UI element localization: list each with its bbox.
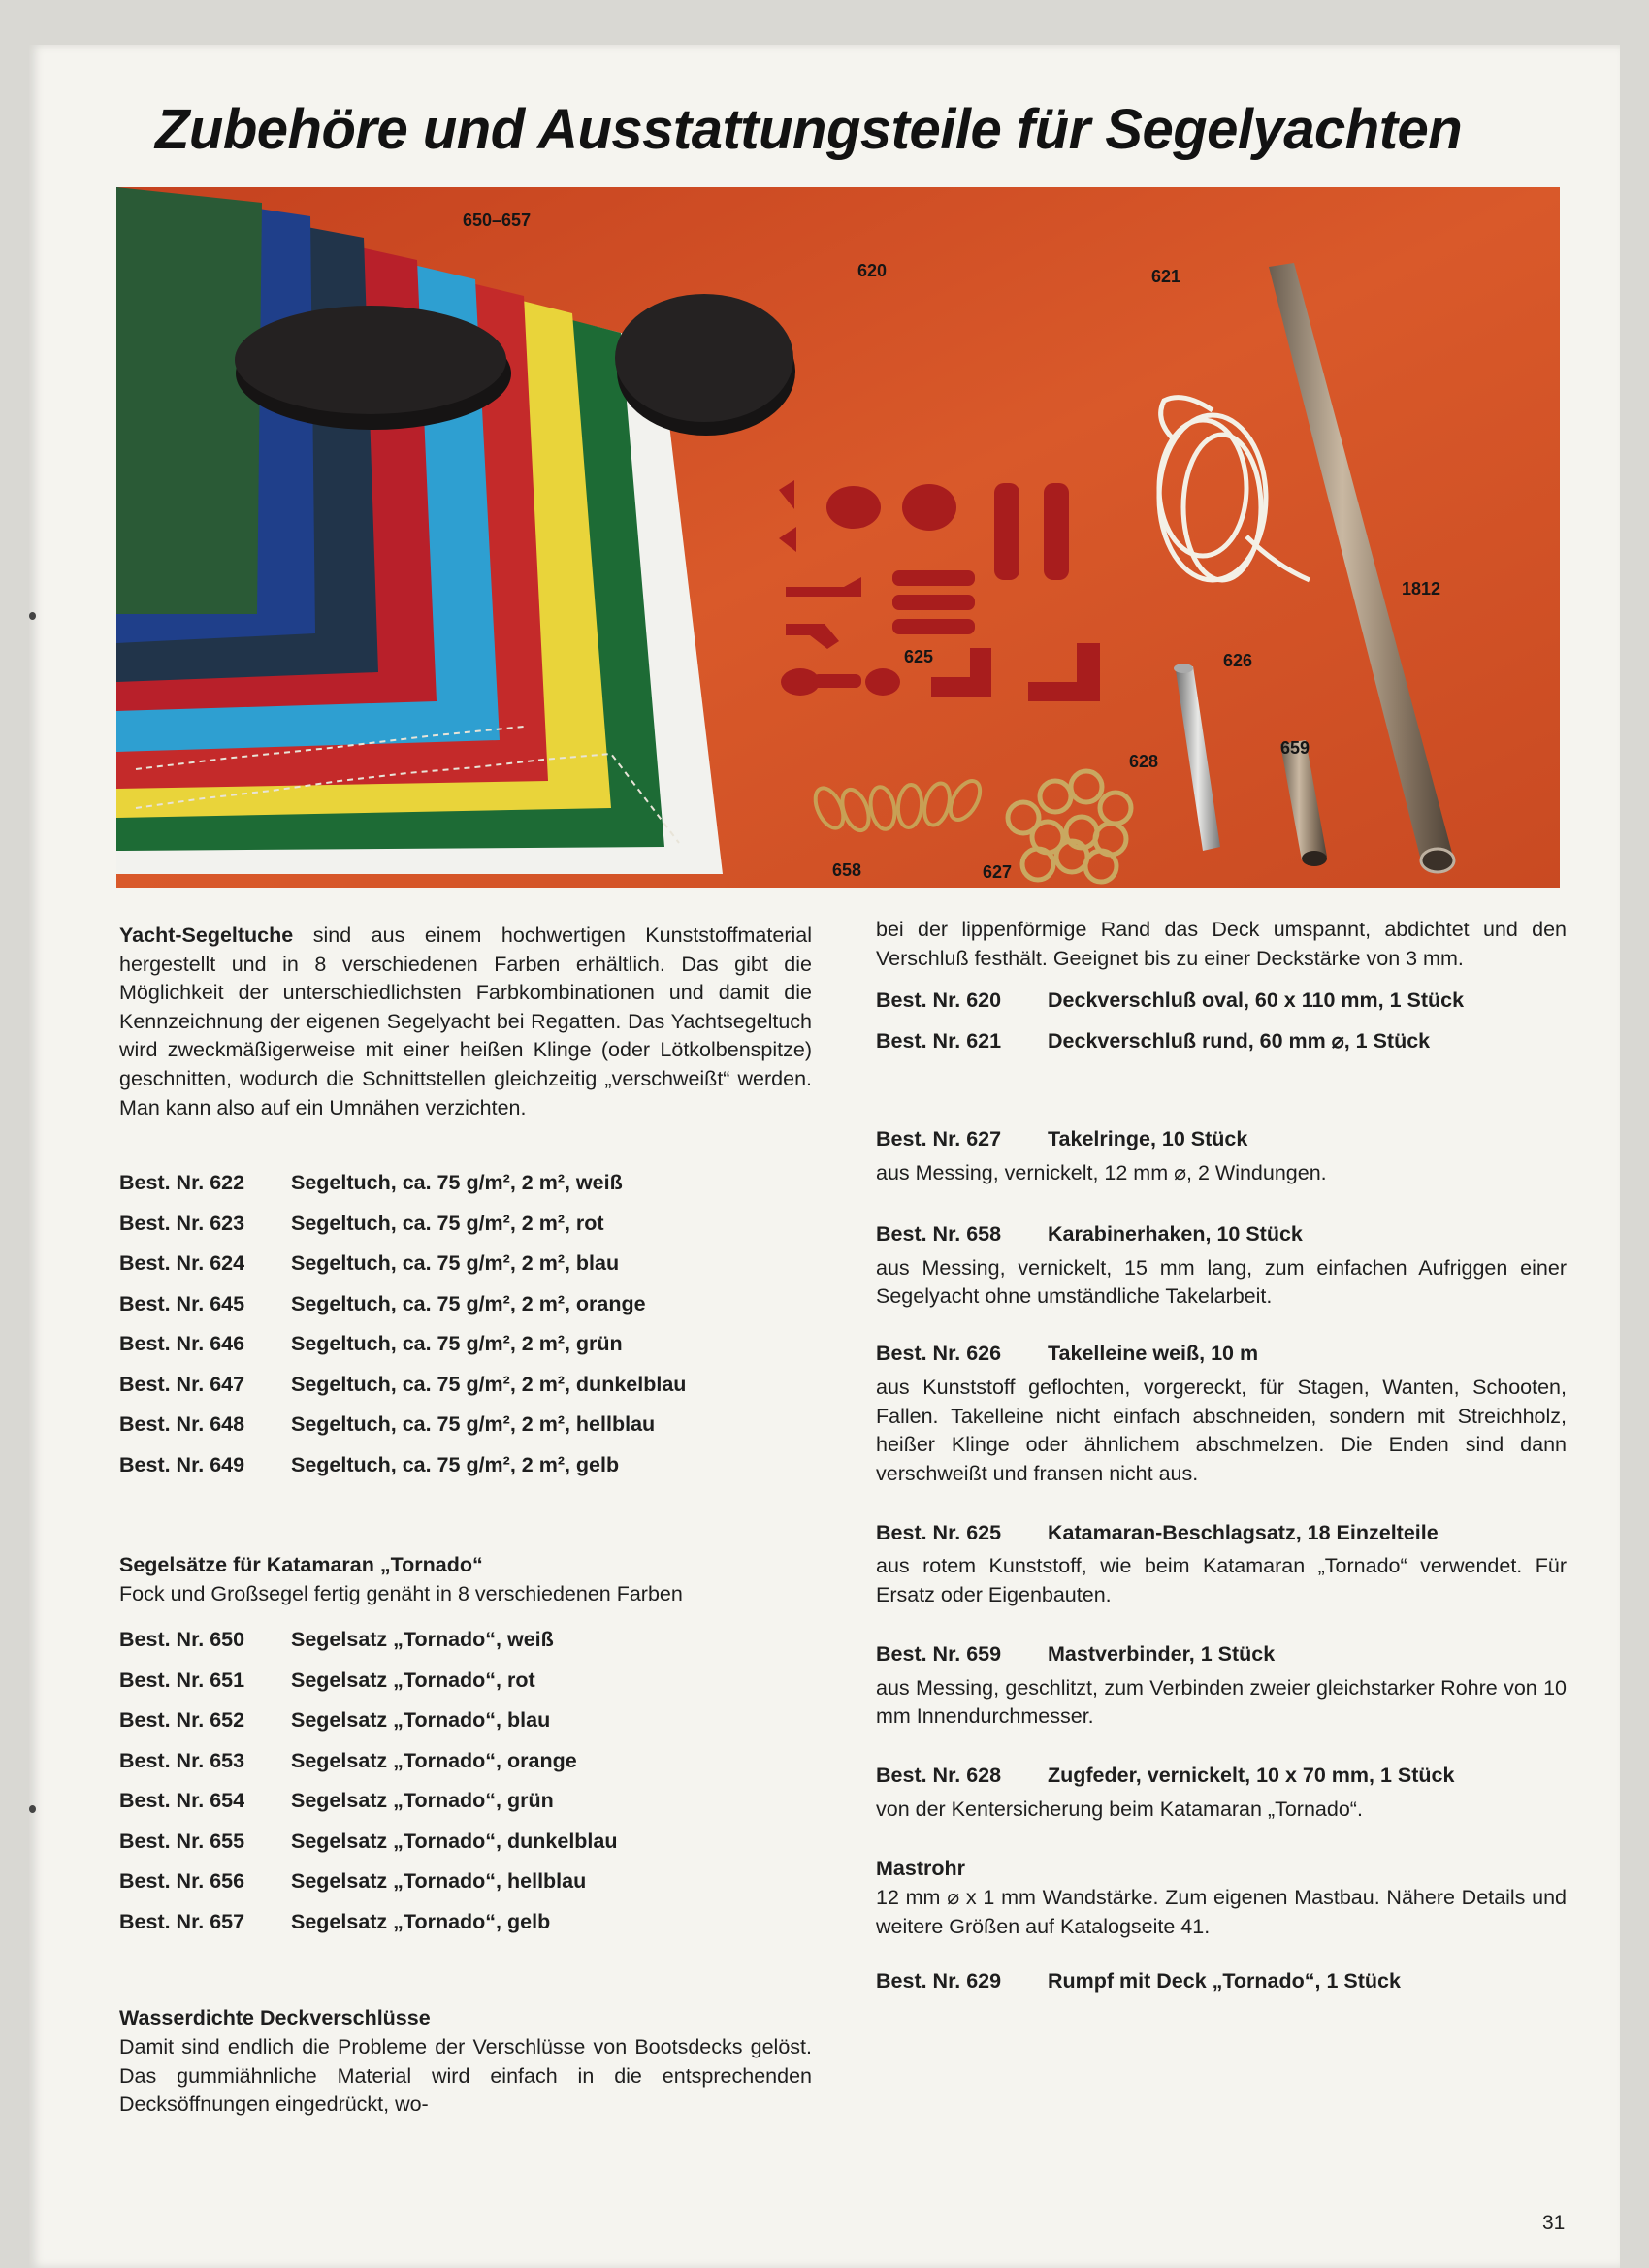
photo-label-1812: 1812 (1402, 579, 1441, 599)
item-658: Best. Nr. 658 Karabinerhaken, 10 Stück (876, 1221, 1303, 1246)
photo-label-620: 620 (857, 261, 888, 280)
sail-sets-heading: Segelsätze für Katamaran „Tornado“ (119, 1553, 483, 1577)
list-item: Best. Nr. 646 Segeltuch, ca. 75 g/m², 2 m², grün (119, 1332, 623, 1356)
item-621: Best. Nr. 621 Deckverschluß rund, 60 mm ⌀, 1 Stück (876, 1029, 1431, 1053)
sail-sets-list (119, 1620, 812, 1942)
item-659-desc: aus Messing, geschlitzt, zum Verbinden zweier gleichstarker Rohre von 10 mm Innendurchmesser. (876, 1675, 1567, 1729)
item-627-desc: aus Messing, vernickelt, 12 mm ⌀, 2 Windungen. (876, 1161, 1327, 1185)
sailcloth-list (119, 1163, 812, 1485)
photo-label-659: 659 (1280, 738, 1310, 758)
list-item: Best. Nr. 650 Segelsatz „Tornado“, weiß (119, 1628, 554, 1652)
deck-cover-oval-image (235, 306, 511, 430)
item-658-desc: aus Messing, vernickelt, 15 mm lang, zum einfachen Aufriggen einer Segelyacht ohne umständliche Takelarbeit. (876, 1255, 1567, 1309)
deck-closures-text: Damit sind endlich die Probleme der Verschlüsse von Bootsdecks gelöst. Das gummiähnliche Material wird einfach in die entsprechenden Decksöffnungen eingedrückt, wo- (119, 2034, 812, 2117)
item-628: Best. Nr. 628 Zugfeder, vernickelt, 10 x 70 mm, 1 Stück (876, 1763, 1455, 1787)
list-item: Best. Nr. 624 Segeltuch, ca. 75 g/m², 2 m², blau (119, 1251, 620, 1276)
item-659: Best. Nr. 659 Mastverbinder, 1 Stück (876, 1641, 1276, 1666)
binding-hole (29, 612, 36, 620)
deck-closures-text-continued: bei der lippenförmige Rand das Deck umspannt, abdichtet und den Verschluß festhält. Geeignet bis zu einer Deckstärke von 3 mm. (876, 918, 1567, 970)
list-item: Best. Nr. 656 Segelsatz „Tornado“, hellblau (119, 1869, 587, 1894)
item-625-desc: aus rotem Kunststoff, wie beim Katamaran „Tornado“ verwendet. Für Ersatz oder Eigenbauten. (876, 1554, 1567, 1606)
left-column (119, 922, 812, 2120)
sailcloth-intro-text: sind aus einem hochwertigen Kunststoffmaterial hergestellt und in 8 verschiedenen Farben erhältlich. Das gibt die Möglichkeit der unterschiedlichsten Farbkombinationen und damit die Kennzeichnung der eigenen Segelyacht bei Regatten. Das Yachtsegeltuch wird zweckmäßigerweise mit einer heißen Klinge (oder Lötkolbenspitze) geschnitten, wodurch die Schnittstellen gleichzeitig „verschweißt“ werden. Man kann also auf ein Umnähen verzichten. (119, 923, 812, 1119)
item-628-desc: von der Kentersicherung beim Katamaran „Tornado“. (876, 1797, 1363, 1821)
item-620: Best. Nr. 620 Deckverschluß oval, 60 x 110 mm, 1 Stück (876, 988, 1465, 1013)
item-626-desc: aus Kunststoff geflochten, vorgereckt, für Stagen, Wanten, Schooten, Fallen. Takelleine nicht einfach abschneiden, sondern mit Streichholz, heißer Klinge oder ähnlichem abschmelzen. Die Enden sind dann verschweißt und fransen nicht aus. (876, 1375, 1567, 1485)
deck-closures-heading: Wasserdichte Deckverschlüsse (119, 2006, 431, 2030)
photo-label-627: 627 (983, 862, 1013, 882)
photo-label-628: 628 (1129, 752, 1159, 771)
list-item: Best. Nr. 645 Segeltuch, ca. 75 g/m², 2 m², orange (119, 1291, 646, 1315)
item-629: Best. Nr. 629 Rumpf mit Deck „Tornado“, 1 Stück (876, 1969, 1401, 1993)
product-photo (116, 187, 1560, 888)
photo-label-626: 626 (1223, 651, 1253, 670)
list-item: Best. Nr. 653 Segelsatz „Tornado“, orange (119, 1748, 577, 1772)
photo-label-658: 658 (832, 860, 862, 880)
mast-tube-heading: Mastrohr (876, 1857, 965, 1881)
list-item: Best. Nr. 649 Segeltuch, ca. 75 g/m², 2 m², gelb (119, 1452, 620, 1476)
binding-hole (29, 1805, 36, 1813)
page-number: 31 (1542, 2212, 1566, 2234)
sailcloth-intro (119, 922, 812, 1122)
item-627: Best. Nr. 627 Takelringe, 10 Stück (876, 1127, 1248, 1151)
list-item: Best. Nr. 657 Segelsatz „Tornado“, gelb (119, 1909, 551, 1933)
list-item: Best. Nr. 655 Segelsatz „Tornado“, dunkelblau (119, 1829, 618, 1853)
photo-label-650-657: 650–657 (463, 211, 532, 230)
right-column (876, 916, 1567, 2001)
item-625: Best. Nr. 625 Katamaran-Beschlagsatz, 18 Einzelteile (876, 1520, 1439, 1544)
photo-label-625: 625 (904, 647, 934, 666)
list-item: Best. Nr. 651 Segelsatz „Tornado“, rot (119, 1668, 535, 1692)
photo-label-621: 621 (1151, 267, 1181, 286)
item-626: Best. Nr. 626 Takelleine weiß, 10 m (876, 1342, 1259, 1366)
list-item: Best. Nr. 623 Segeltuch, ca. 75 g/m², 2 m², rot (119, 1211, 604, 1235)
sail-sets-subheading: Fock und Großsegel fertig genäht in 8 verschiedenen Farben (119, 1581, 683, 1605)
mast-tube-text: 12 mm ⌀ x 1 mm Wandstärke. Zum eigenen Mastbau. Nähere Details und weitere Größen auf Katalogseite 41. (876, 1885, 1567, 1938)
list-item: Best. Nr. 647 Segeltuch, ca. 75 g/m², 2 m², dunkelblau (119, 1372, 687, 1396)
deck-cover-round-image (615, 294, 795, 436)
list-item: Best. Nr. 622 Segeltuch, ca. 75 g/m², 2 m², weiß (119, 1171, 623, 1195)
list-item: Best. Nr. 648 Segeltuch, ca. 75 g/m², 2 m², hellblau (119, 1412, 656, 1437)
list-item: Best. Nr. 652 Segelsatz „Tornado“, blau (119, 1708, 551, 1733)
sailcloth-intro-bold: Yacht-Segeltuche (119, 923, 294, 947)
page-title: Zubehöre und Ausstattungsteile für Segelyachten (155, 98, 1463, 161)
list-item: Best. Nr. 654 Segelsatz „Tornado“, grün (119, 1789, 554, 1813)
